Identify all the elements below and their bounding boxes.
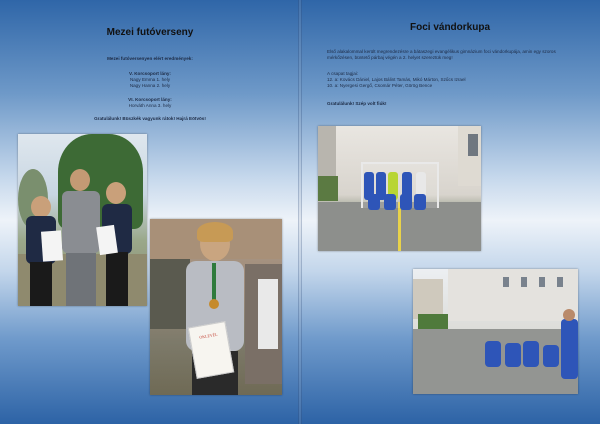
group1-line2: Nagy Hanna 2. hely	[129, 83, 171, 89]
group1-heading: V. Korcsoport lány:	[129, 71, 171, 76]
group2-heading: VI. Korcsoport lány:	[128, 97, 172, 102]
left-page-title: Mezei futóverseny	[106, 27, 194, 38]
group2-line1: Horváth Anna 3. hely	[128, 103, 172, 109]
right-page-title: Foci vándorkupa	[409, 22, 490, 33]
photo-running-medalists	[18, 134, 147, 306]
photo-girl-with-diploma	[150, 219, 282, 395]
left-intro: Mezei futóversenyen elért eredmények:	[107, 56, 193, 61]
right-congrats: Gratulálunk! Szép volt fiúk!	[327, 101, 387, 106]
team-line1: 12. a: Kovács Dániel, Lajos Bálint Tamás, Mikó Márton, Szűcs Izrael	[327, 77, 466, 83]
group1-line1: Nagy Emma 1. hely	[129, 77, 171, 83]
team-block	[327, 71, 567, 90]
diploma-label: OKLEVÉL	[198, 331, 218, 340]
team-line2: 10. a: Nyergesi Gergő, Csomár Péter, Görög Bence	[327, 83, 433, 89]
team-heading: A csapat tagjai:	[327, 71, 359, 76]
right-paragraph: Első alakalommal került megrendezésre a bátaszegi evangélikus gimnázium foci vándorkupája, amin egy szoros mérkőzésen, büntető párbaj végén a 2. helyet szereztük meg!	[327, 49, 556, 61]
group1-block	[40, 71, 260, 90]
page-gutter	[298, 0, 302, 424]
photo-football-team	[318, 126, 481, 251]
group2-block	[40, 97, 260, 109]
photo-kids-courtyard	[413, 269, 578, 394]
left-congrats: Gratulálunk! Büszkék vagyunk rátok! Hajrá Eötvös!	[94, 116, 206, 121]
